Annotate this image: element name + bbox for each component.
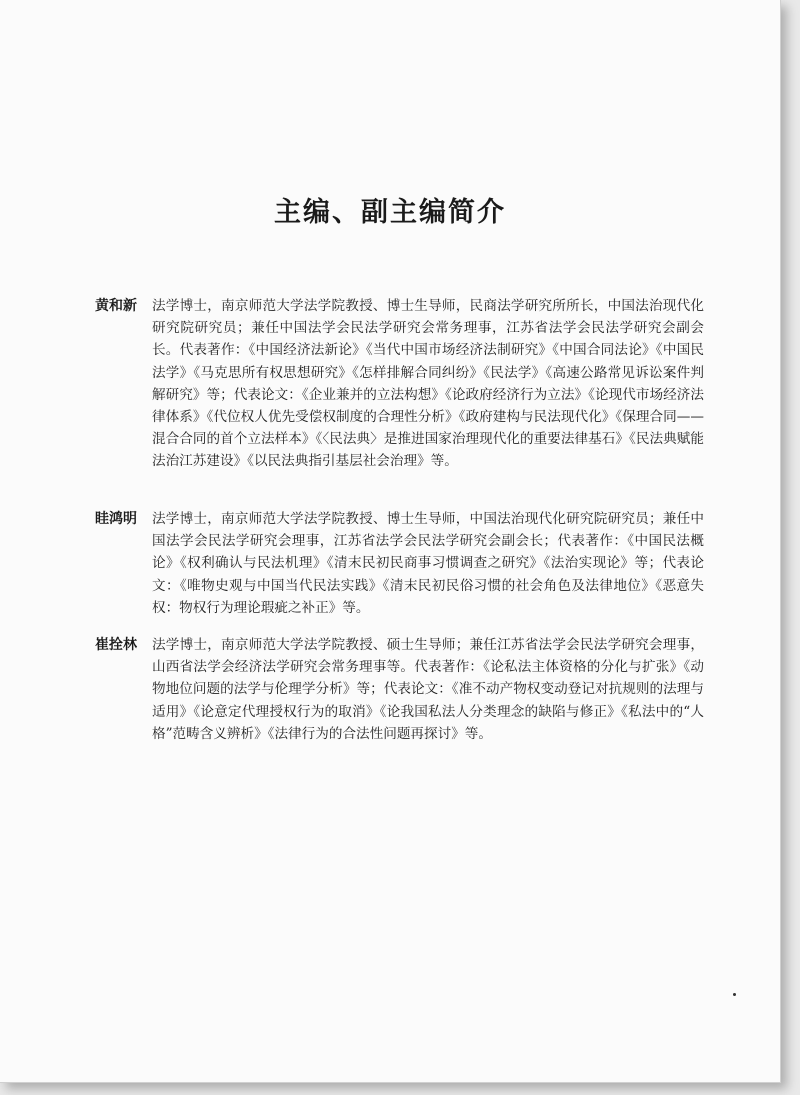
editor-name: 黄和新: [95, 298, 137, 314]
editor-name: 眭鸿明: [95, 511, 137, 527]
editor-bio: 法学博士，南京师范大学法学院教授、博士生导师，民商法学研究所所长，中国法治现代化研究院研究员；兼任中国法学会民法学研究会常务理事，江苏省法学会民法学研究会副会长。代表著作：《中国经济法新论》《当代中国市场经济法制研究》《中国合同法论》《中国民法学》《马克思所有权思想研究》《怎样排解合同纠纷》《民法学》《高速公路常见诉讼案件判解研究》等；代表论文：《企业兼并的立法构想》《论政府经济行为立法》《论现代市场经济法律体系》《代位权人优先受偿权制度的合理性分析》《政府建构与民法现代化》《保理合同——混合合同的首个立法样本》《〈民法典〉是推进国家治理现代化的重要法律基石》《民法典赋能法治江苏建设》《以民法典指引基层社会治理》等。: [152, 298, 704, 470]
editor-bio: 法学博士，南京师范大学法学院教授、博士生导师，中国法治现代化研究院研究员；兼任中国法学会民法学研究会理事，江苏省法学会民法学研究会副会长；代表著作：《中国民法概论》《权利确认与民法机理》《清末民初民商事习惯调查之研究》《法治实现论》等；代表论文：《唯物史观与中国当代民法实践》《清末民初民俗习惯的社会角色及法律地位》《恶意失权：物权行为理论瑕疵之补正》等。: [152, 511, 704, 616]
page-title: 主编、副主编简介: [274, 197, 506, 228]
editor-bio: 法学博士，南京师范大学法学院教授、硕士生导师；兼任江苏省法学会民法学研究会理事，山西省法学会经济法学研究会常务理事等。代表著作：《论私法主体资格的分化与扩张》《动物地位问题的法学与伦理学分析》等；代表论文：《准不动产物权变动登记对抗规则的法理与适用》《论意定代理授权行为的取消》《论我国私法人分类理念的缺陷与修正》《私法中的“人格”范畴含义辨析》《法律行为的合法性问题再探讨》等。: [152, 637, 704, 742]
scan-speck: [733, 993, 736, 996]
editor-name: 崔拴林: [95, 637, 137, 653]
